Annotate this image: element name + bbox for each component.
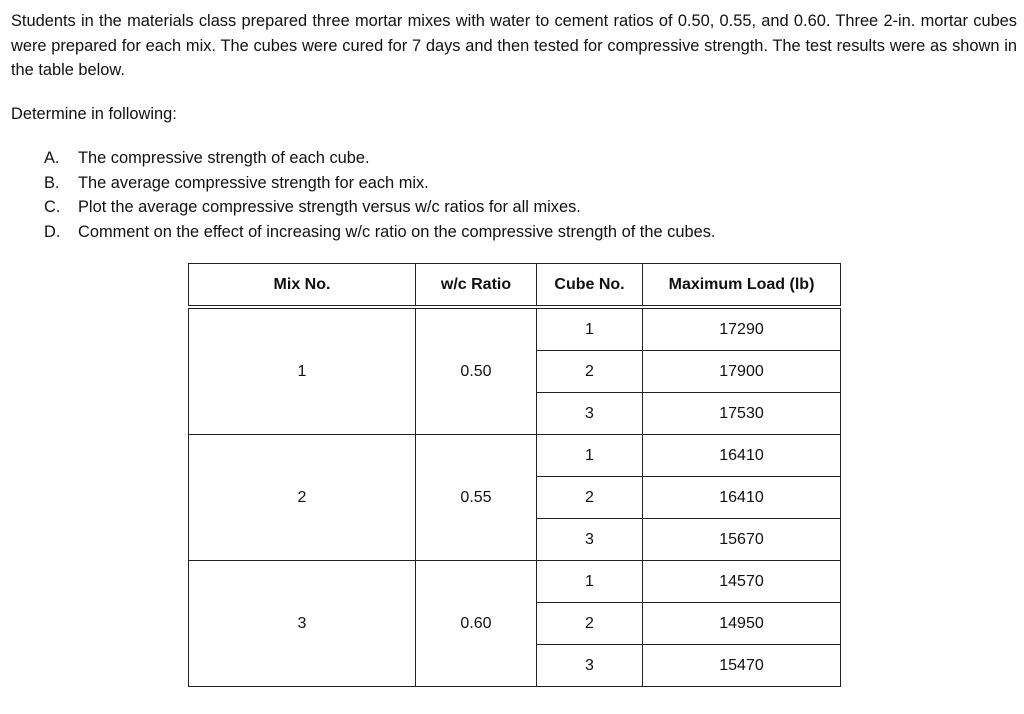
mix-number-cell: 3	[189, 561, 416, 687]
cube-number-cell: 2	[537, 477, 643, 519]
task-marker: B.	[44, 173, 60, 192]
wc-ratio-cell: 0.55	[416, 435, 537, 561]
max-load-cell: 14950	[643, 603, 841, 645]
mix-number-cell: 1	[189, 307, 416, 435]
cube-number-cell: 3	[537, 645, 643, 687]
mix-number-cell: 2	[189, 435, 416, 561]
task-marker: A.	[44, 149, 60, 167]
max-load-cell: 17290	[643, 307, 841, 351]
cube-number-cell: 2	[537, 351, 643, 393]
max-load-cell: 15470	[643, 645, 841, 687]
table-row	[189, 307, 841, 351]
cube-number-cell: 3	[537, 393, 643, 435]
task-marker: C.	[44, 198, 61, 216]
header-mix-no: Mix No.	[189, 264, 416, 308]
wc-ratio-cell: 0.60	[416, 561, 537, 687]
task-item	[44, 146, 715, 171]
task-text: Comment on the effect of increasing w/c ratio on the compressive strength of the cubes.	[78, 222, 716, 241]
problem-statement: Students in the materials class prepared three mortar mixes with water to cement ratios of 0.50, 0.55, and 0.60. Three 2-in. mortar cubes were prepared for each mix. The cubes were cured for 7 days and then tested for compressive strength. The test results were as shown in the table below.	[11, 12, 1017, 79]
max-load-cell: 16410	[643, 477, 841, 519]
task-list	[44, 146, 715, 244]
task-text: The average compressive strength for each mix.	[78, 173, 429, 192]
max-load-cell: 14570	[643, 561, 841, 603]
task-text: The compressive strength of each cube.	[78, 149, 370, 167]
cube-number-cell: 1	[537, 307, 643, 351]
wc-ratio-cell: 0.50	[416, 307, 537, 435]
table-row	[189, 435, 841, 477]
task-text: Plot the average compressive strength versus w/c ratios for all mixes.	[78, 198, 581, 216]
cube-number-cell: 3	[537, 519, 643, 561]
table-header-row	[189, 264, 841, 308]
task-marker: D.	[44, 222, 61, 241]
cube-number-cell: 1	[537, 435, 643, 477]
cube-number-cell: 2	[537, 603, 643, 645]
max-load-cell: 17900	[643, 351, 841, 393]
task-item	[44, 220, 715, 245]
task-item	[44, 195, 715, 220]
instruction-prompt: Determine in following:	[11, 105, 177, 123]
cube-number-cell: 1	[537, 561, 643, 603]
table-row	[189, 561, 841, 603]
header-maximum-load: Maximum Load (lb)	[643, 264, 841, 308]
header-cube-no: Cube No.	[537, 264, 643, 308]
task-item	[44, 171, 715, 196]
max-load-cell: 17530	[643, 393, 841, 435]
header-wc-ratio: w/c Ratio	[416, 264, 537, 308]
max-load-cell: 16410	[643, 435, 841, 477]
max-load-cell: 15670	[643, 519, 841, 561]
test-results-table	[188, 263, 841, 687]
